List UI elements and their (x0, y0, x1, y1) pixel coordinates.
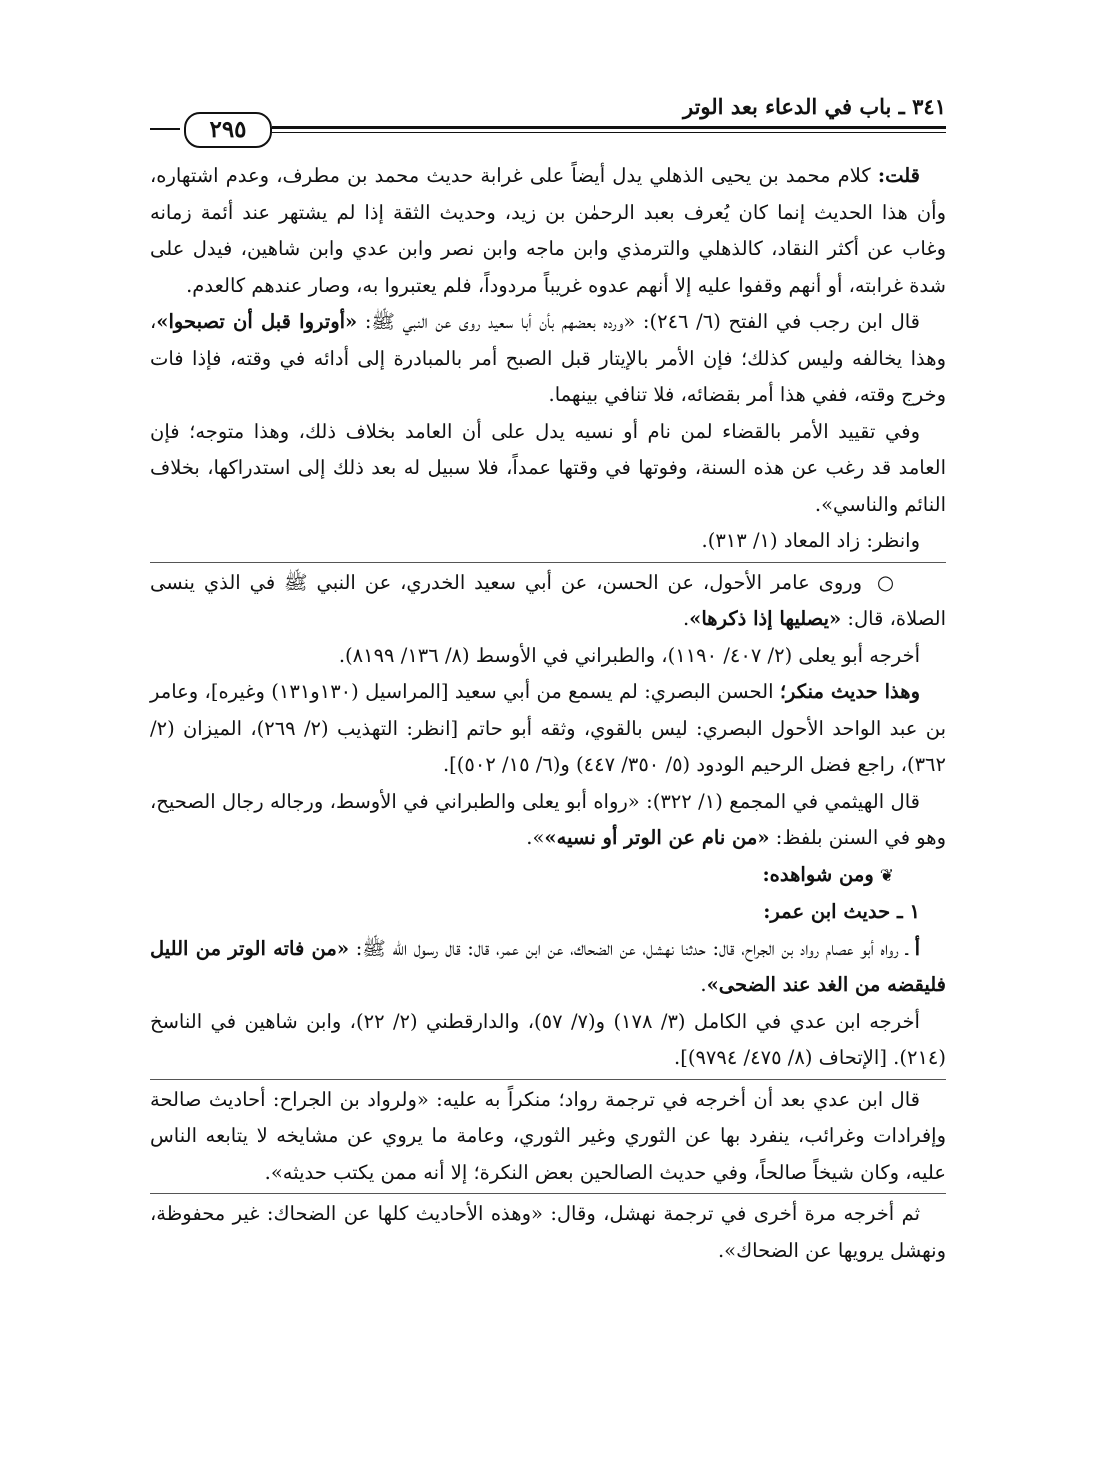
paragraph-14 (150, 1193, 946, 1269)
page-number: ٢٩٥ (184, 112, 272, 148)
paragraph-8 (150, 784, 946, 857)
paragraph-text: أخرجه أبو يعلى (٢/ ٤٠٧/ ١١٩٠)، والطبراني في الأوسط (٨/ ١٣٦/ ٨١٩٩). (338, 643, 920, 667)
page-body (150, 158, 946, 1269)
section-heading-text: ١ ـ حديث ابن عمر: (763, 900, 920, 923)
header-rule-thin (272, 132, 946, 133)
paragraph-4 (150, 523, 946, 560)
paragraph-text: وفي تقييد الأمر بالقضاء لمن نام أو نسيه يدل على أن العامد بخلاف ذلك، وهذا متوجه؛ فإن العامد قد رغب عن هذه السنة، وفوتها في وقتها عمداً، فلا سبيل له بعد ذلك إلى استدراكها، بخلاف النائم والناسي». (150, 419, 946, 516)
leaf-ornament-icon: ❦ (879, 865, 894, 886)
paragraph-7 (150, 674, 946, 784)
paragraph-6 (150, 638, 946, 675)
paragraph-text: وروى عامر الأحول، عن الحسن، عن أبي سعيد الخدري، عن النبي ﷺ في الذي ينسى الصلاة، قال: (150, 570, 946, 630)
paragraph-3 (150, 414, 946, 524)
ornament-line (150, 128, 180, 130)
section-heading-ibn-umar (150, 894, 946, 931)
chapter-title: ٣٤١ ـ باب في الدعاء بعد الوتر (683, 94, 946, 119)
paragraph-text: قال الهيثمي في المجمع (١/ ٣٢٢): «رواه أبو يعلى والطبراني في الأوسط، ورجاله رجال الصحيح، وهو في السنن بلفظ: (150, 789, 946, 849)
paragraph-text: قال ابن عدي بعد أن أخرجه في ترجمة رواد؛ منكراً به عليه: «ولرواد بن الجراح: أحاديث صالحة وإفرادات وغرائب، ينفرد بها عن الثوري وغير الثوري، وعامة ما يروي عن مشايخه لا يتابعه الناس عليه، وكان شيخاً صالحاً، وفي حديث الصالحين بعض النكرة؛ إلا أنه ممن يكتب حديثه». (150, 1087, 946, 1184)
paragraph-5 (150, 562, 946, 638)
hadith-quote: «من فاته الوتر من الليل فليقضه من الغد عند الضحى» (150, 936, 946, 996)
paragraph-text: ، وهذا يخالفه وليس كذلك؛ فإن الأمر بالإيتار قبل الصبح أمر بالمبادرة إلى أدائه في وقته، فإذا فات وخرج وقته، ففي هذا أمر بقضائه، فلا تنافي بينهما. (150, 310, 946, 406)
paragraph-text: . (682, 607, 690, 630)
paragraph-13 (150, 1079, 946, 1192)
hadith-quote: «من نام عن الوتر أو نسيه» (544, 826, 770, 849)
circle-bullet-icon: ○ (876, 570, 894, 594)
paragraph-label: قلت: (877, 164, 920, 187)
paragraph-text: الحسن البصري: لم يسمع من أبي سعيد [المراسيل (١٣٠و١٣١) وغيره]، وعامر بن عبد الواحد الأحول البصري: ليس بالقوي، وثقه أبو حاتم [انظر: التهذيب (٢/ ٢٦٩)، الميزان (٢/ ٣٦٢)، راجع فضل الرحيم الودود (٥/ ٣٥٠/ ٤٤٧) و(٦/ ١٥/ ٥٠٢)]. (150, 680, 946, 776)
paragraph-1 (150, 158, 946, 304)
paragraph-text: أخرجه ابن عدي في الكامل (٣/ ١٧٨) و(٧/ ٥٧)، والدارقطني (٢/ ٢٢)، وابن شاهين في الناسخ (٢١٤). [الإتحاف (٨/ ٤٧٥/ ٩٧٩٤)]. (150, 1009, 946, 1069)
book-page (150, 90, 946, 1420)
hadith-quote: «يصليها إذا ذكرها» (689, 607, 842, 630)
paragraph-12 (150, 1004, 946, 1077)
paragraph-text: كلام محمد بن يحيى الذهلي يدل أيضاً على غرابة حديث محمد بن مطرف، وعدم اشتهاره، وأن هذا الحديث إنما كان يُعرف بعبد الرحمٰن بن زيد، وحديث الثقة إذا لم يشتهر عند أئمة زمانه وغاب عن أكثر النقاد، كالذهلي والترمذي وابن ماجه وابن نصر وابن عدي وابن شاهين، فيدل على شدة غرابته، أو أنهم وقفوا عليه إلا أنهم عدوه غريباً مردوداً، فلم يعتبروا به، وصار عندهم كالعدم. (150, 164, 946, 297)
hadith-quote: «أوتروا قبل أن تصبحوا» (156, 310, 358, 333)
section-heading-text: ومن شواهده: (762, 862, 874, 886)
paragraph-2 (150, 304, 946, 414)
item-letter: أ (914, 936, 920, 960)
paragraph-text: وانظر: زاد المعاد (١/ ٣١٣). (701, 529, 920, 552)
paragraph-text: ـ رواه أبو عصام رواد بن الجراح، قال: حدثنا نهشل، عن الضحاك، عن ابن عمر، قال: قال رسول الله ﷺ: (349, 936, 915, 960)
paragraph-text: . (700, 973, 707, 996)
ruling-label: وهذا حديث منكر؛ (779, 680, 920, 703)
paragraph-text: ثم أخرجه مرة أخرى في ترجمة نهشل، وقال: «وهذه الأحاديث كلها عن الضحاك: غير محفوظة، ونهشل يرويها عن الضحاك». (150, 1202, 946, 1262)
paragraph-text: قال ابن رجب في الفتح (٦/ ٢٤٦): «ورده بعضهم بأن أبا سعيد روى عن النبي ﷺ: (357, 310, 921, 333)
section-heading-shawahid (150, 857, 946, 895)
header-rule (272, 126, 946, 129)
page-header (150, 90, 946, 150)
page-number-ornament (150, 112, 270, 146)
paragraph-11 (150, 931, 946, 1004)
paragraph-text: ». (526, 826, 545, 849)
